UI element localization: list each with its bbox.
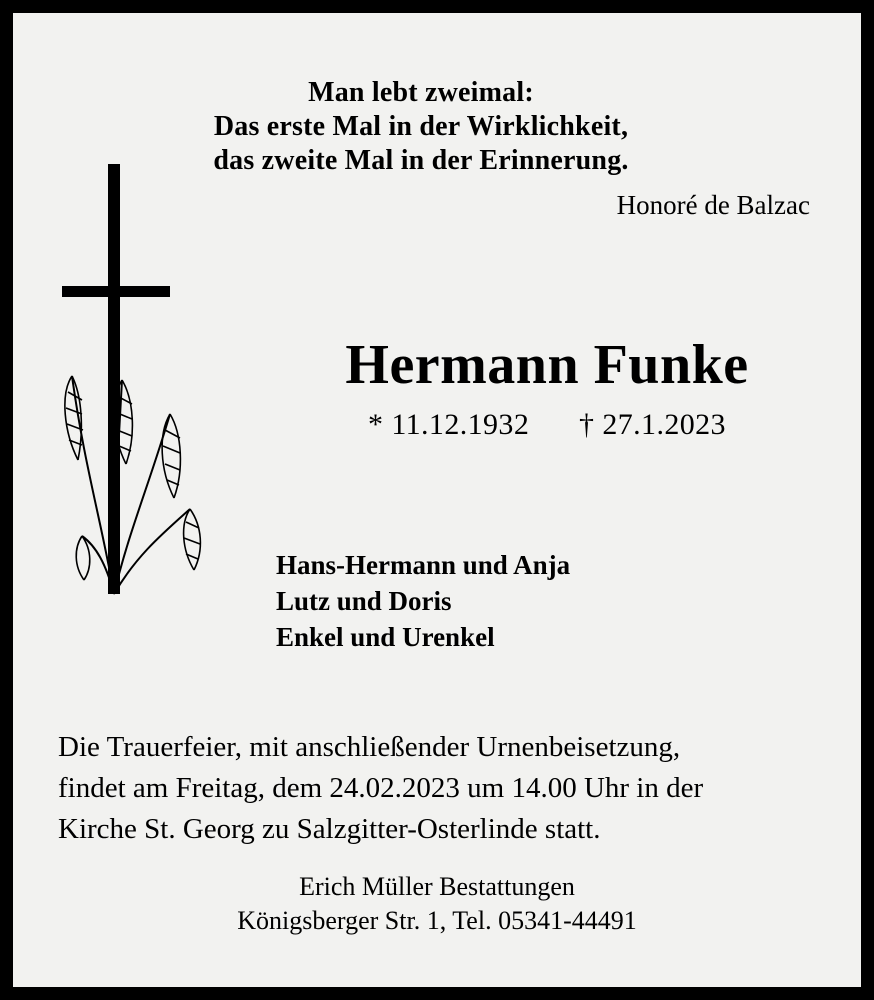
obituary-paper xyxy=(14,14,860,986)
life-dates xyxy=(264,408,830,442)
deceased-name: Hermann Funke xyxy=(345,334,749,396)
death-date: 27.1.2023 xyxy=(602,408,726,441)
family-line-1: Hans-Hermann und Anja xyxy=(276,550,571,580)
service-line-2: findet am Freitag, dem 24.02.2023 um 14.00 Uhr in der xyxy=(58,772,704,804)
quote-line-1: Man lebt zweimal: xyxy=(308,77,534,108)
funeral-home-name: Erich Müller Bestattungen xyxy=(299,872,575,901)
death-symbol: † xyxy=(579,408,595,441)
family-line-3: Enkel und Urenkel xyxy=(276,622,495,652)
family-line-2: Lutz und Doris xyxy=(276,586,452,616)
service-line-1: Die Trauerfeier, mit anschließender Urnenbeisetzung, xyxy=(58,731,681,763)
cross-and-plant-illustration xyxy=(62,164,262,604)
service-line-3: Kirche St. Georg zu Salzgitter-Osterlinde statt. xyxy=(58,813,601,845)
funeral-home-block xyxy=(14,870,860,938)
illustration-svg xyxy=(62,164,262,604)
name-block xyxy=(264,334,830,442)
quote-author: Honoré de Balzac xyxy=(616,190,810,220)
quote-line-2: Das erste Mal in der Wirklichkeit, xyxy=(213,111,629,142)
birth-symbol: * xyxy=(368,408,384,441)
wheat-plant-icon xyxy=(65,376,201,594)
family-block xyxy=(276,547,570,655)
service-details xyxy=(58,727,816,850)
funeral-home-address: Königsberger Str. 1, Tel. 05341-44491 xyxy=(237,906,637,935)
obituary-frame xyxy=(10,10,864,990)
birth-date: 11.12.1932 xyxy=(391,408,530,441)
quote-line-3: das zweite Mal in der Erinnerung. xyxy=(213,145,629,176)
